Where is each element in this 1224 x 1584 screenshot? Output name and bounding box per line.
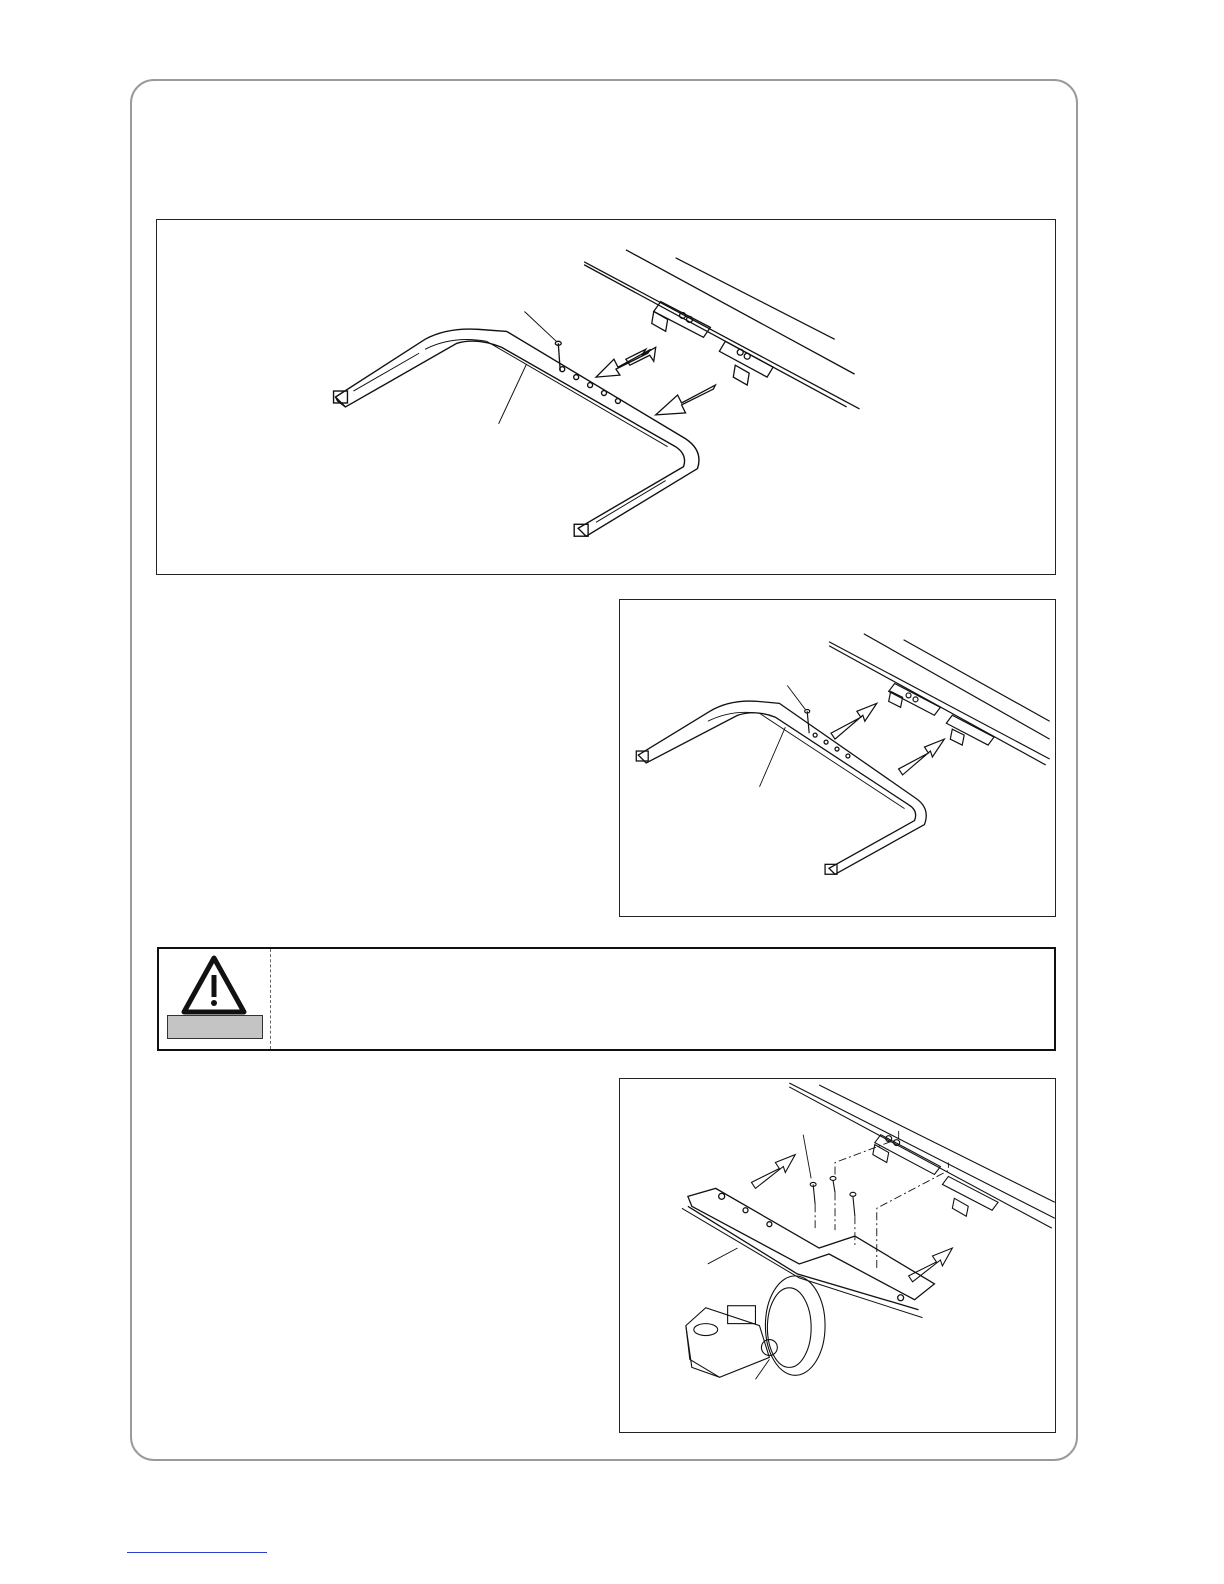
drive-motor-assembly [686,1276,825,1377]
frame-holder-attach-figure [619,1078,1056,1433]
arrow-pull-out-2 [596,349,715,415]
arrow-push-in-1 [831,703,877,739]
footer-link-underline[interactable] [127,1552,267,1553]
embroidery-hoop [334,329,699,536]
mounting-screws [810,1176,856,1216]
arm-bracket-right [942,1176,998,1216]
caution-box [157,947,1056,1051]
frame-holder-attach-diagram [620,1079,1055,1432]
arm-bracket-left [652,302,711,338]
hoop-attach-diagram [620,600,1055,916]
arrow-push-in-2 [909,1248,953,1282]
thumb-screw [555,341,561,371]
frame-holder-plate [682,1188,935,1317]
arrow-push-in-2 [899,739,945,775]
caution-label-bar [167,1015,263,1039]
caution-icon-cell [159,949,271,1049]
arm-bracket-left [889,683,941,715]
hoop-detach-diagram [157,220,1055,574]
arm-bracket-right [946,715,994,745]
arrow-push-in-1 [751,1155,795,1189]
warning-triangle-icon [181,955,247,1015]
hoop-attach-figure [619,599,1056,917]
embroidery-hoop [636,701,926,874]
hoop-detach-figure [156,219,1056,575]
